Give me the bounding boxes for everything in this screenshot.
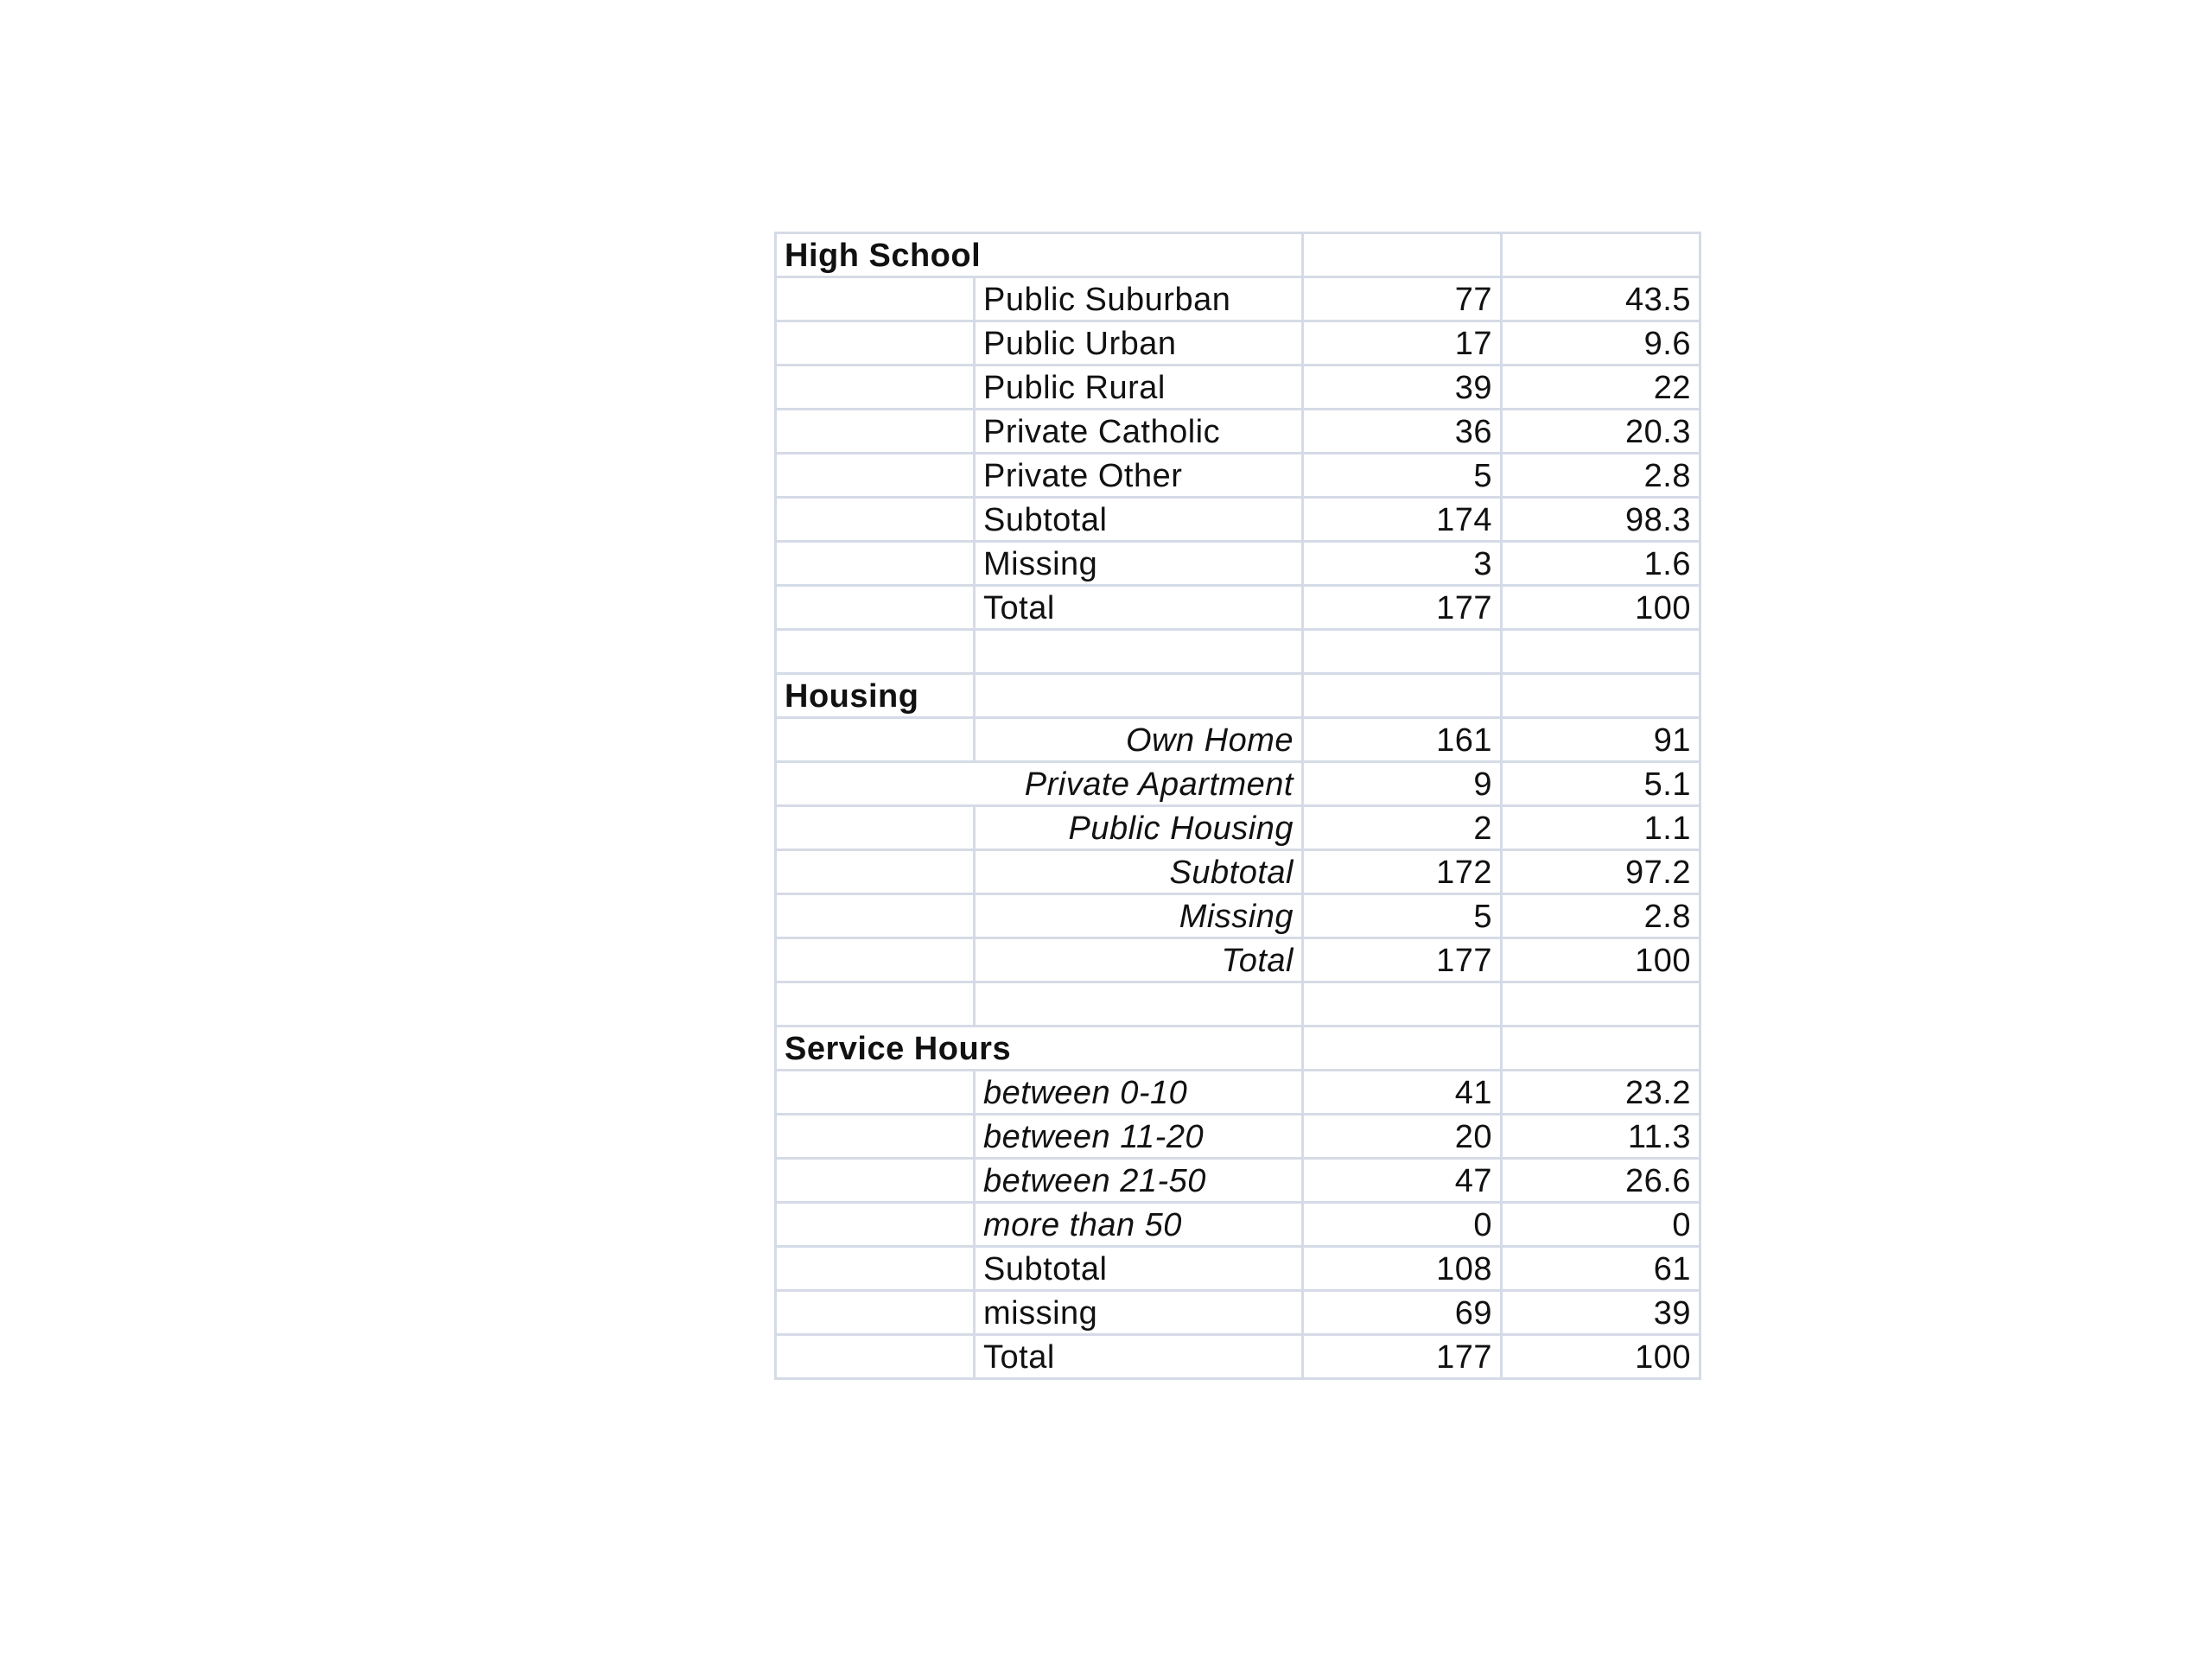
table-row — [776, 894, 1700, 938]
row-label: Own Home — [975, 718, 1303, 762]
row-label: Total — [975, 586, 1303, 630]
empty-cell — [776, 938, 975, 982]
empty-cell — [776, 982, 975, 1027]
empty-cell — [1502, 233, 1700, 277]
empty-cell — [776, 542, 975, 586]
row-label: Public Urban — [975, 321, 1303, 365]
row-label: more than 50 — [975, 1203, 1303, 1247]
row-percent: 39 — [1502, 1291, 1700, 1335]
row-count: 9 — [1303, 762, 1502, 806]
spacer-row — [776, 630, 1700, 674]
row-count: 174 — [1303, 498, 1502, 542]
table-row — [776, 277, 1700, 321]
row-percent: 22 — [1502, 365, 1700, 410]
empty-cell — [776, 498, 975, 542]
empty-cell — [776, 1115, 975, 1159]
row-label: Subtotal — [975, 1247, 1303, 1291]
row-count: 108 — [1303, 1247, 1502, 1291]
row-percent: 0 — [1502, 1203, 1700, 1247]
row-percent: 1.6 — [1502, 542, 1700, 586]
empty-cell — [1303, 1027, 1502, 1071]
row-percent: 91 — [1502, 718, 1700, 762]
row-percent: 2.8 — [1502, 894, 1700, 938]
row-label: Public Suburban — [975, 277, 1303, 321]
row-percent: 20.3 — [1502, 410, 1700, 454]
row-count: 20 — [1303, 1115, 1502, 1159]
empty-cell — [776, 850, 975, 894]
row-label: Private Catholic — [975, 410, 1303, 454]
row-percent: 2.8 — [1502, 454, 1700, 498]
table-row — [776, 410, 1700, 454]
table-row — [776, 321, 1700, 365]
row-label: Subtotal — [975, 498, 1303, 542]
row-count: 5 — [1303, 454, 1502, 498]
row-count: 47 — [1303, 1159, 1502, 1203]
empty-cell — [776, 410, 975, 454]
row-label: Public Housing — [975, 806, 1303, 850]
empty-cell — [776, 1071, 975, 1115]
empty-cell — [776, 718, 975, 762]
table-row — [776, 806, 1700, 850]
table-row — [776, 1335, 1700, 1379]
row-count: 36 — [1303, 410, 1502, 454]
row-percent: 100 — [1502, 1335, 1700, 1379]
row-label: Total — [975, 938, 1303, 982]
row-count: 172 — [1303, 850, 1502, 894]
empty-cell — [1303, 982, 1502, 1027]
table-row — [776, 586, 1700, 630]
row-count: 177 — [1303, 1335, 1502, 1379]
row-count: 161 — [1303, 718, 1502, 762]
row-percent: 11.3 — [1502, 1115, 1700, 1159]
empty-cell — [1502, 982, 1700, 1027]
empty-cell — [776, 1335, 975, 1379]
row-count: 0 — [1303, 1203, 1502, 1247]
table-row — [776, 1291, 1700, 1335]
row-count: 3 — [1303, 542, 1502, 586]
row-percent: 5.1 — [1502, 762, 1700, 806]
row-percent: 61 — [1502, 1247, 1700, 1291]
row-count: 69 — [1303, 1291, 1502, 1335]
row-label: Private Apartment — [776, 762, 1303, 806]
row-label: Missing — [975, 542, 1303, 586]
row-label: between 21-50 — [975, 1159, 1303, 1203]
empty-cell — [975, 674, 1303, 718]
row-label: Missing — [975, 894, 1303, 938]
row-count: 39 — [1303, 365, 1502, 410]
empty-cell — [975, 630, 1303, 674]
row-count: 5 — [1303, 894, 1502, 938]
row-percent: 97.2 — [1502, 850, 1700, 894]
table-row — [776, 454, 1700, 498]
data-table — [774, 232, 1701, 1380]
section-title-high-school: High School — [776, 233, 1303, 277]
row-label: Public Rural — [975, 365, 1303, 410]
row-count: 41 — [1303, 1071, 1502, 1115]
row-percent: 100 — [1502, 938, 1700, 982]
empty-cell — [975, 982, 1303, 1027]
section-header-row — [776, 233, 1700, 277]
empty-cell — [1303, 674, 1502, 718]
row-label: Private Other — [975, 454, 1303, 498]
empty-cell — [776, 1159, 975, 1203]
empty-cell — [1502, 1027, 1700, 1071]
table-row — [776, 718, 1700, 762]
row-percent: 1.1 — [1502, 806, 1700, 850]
table-row — [776, 938, 1700, 982]
empty-cell — [1502, 630, 1700, 674]
table-row — [776, 762, 1700, 806]
spacer-row — [776, 982, 1700, 1027]
empty-cell — [776, 1291, 975, 1335]
empty-cell — [1502, 674, 1700, 718]
empty-cell — [776, 1247, 975, 1291]
row-label: missing — [975, 1291, 1303, 1335]
empty-cell — [776, 1203, 975, 1247]
table-row — [776, 1071, 1700, 1115]
empty-cell — [776, 454, 975, 498]
empty-cell — [776, 894, 975, 938]
empty-cell — [776, 806, 975, 850]
row-count: 2 — [1303, 806, 1502, 850]
row-label: between 11-20 — [975, 1115, 1303, 1159]
row-percent: 43.5 — [1502, 277, 1700, 321]
table-row — [776, 850, 1700, 894]
empty-cell — [776, 277, 975, 321]
empty-cell — [1303, 233, 1502, 277]
row-percent: 100 — [1502, 586, 1700, 630]
table-row — [776, 1203, 1700, 1247]
row-percent: 9.6 — [1502, 321, 1700, 365]
section-title-housing: Housing — [776, 674, 975, 718]
section-header-row — [776, 1027, 1700, 1071]
row-count: 77 — [1303, 277, 1502, 321]
table-row — [776, 1115, 1700, 1159]
empty-cell — [776, 630, 975, 674]
table-row — [776, 498, 1700, 542]
row-count: 177 — [1303, 586, 1502, 630]
row-label: Total — [975, 1335, 1303, 1379]
table-row — [776, 365, 1700, 410]
table-row — [776, 1247, 1700, 1291]
empty-cell — [776, 321, 975, 365]
row-label: Subtotal — [975, 850, 1303, 894]
row-count: 17 — [1303, 321, 1502, 365]
table-row — [776, 542, 1700, 586]
empty-cell — [776, 365, 975, 410]
row-percent: 98.3 — [1502, 498, 1700, 542]
empty-cell — [776, 586, 975, 630]
section-header-row — [776, 674, 1700, 718]
section-title-service-hours: Service Hours — [776, 1027, 1303, 1071]
row-label: between 0-10 — [975, 1071, 1303, 1115]
row-percent: 23.2 — [1502, 1071, 1700, 1115]
empty-cell — [1303, 630, 1502, 674]
row-percent: 26.6 — [1502, 1159, 1700, 1203]
table-row — [776, 1159, 1700, 1203]
row-count: 177 — [1303, 938, 1502, 982]
